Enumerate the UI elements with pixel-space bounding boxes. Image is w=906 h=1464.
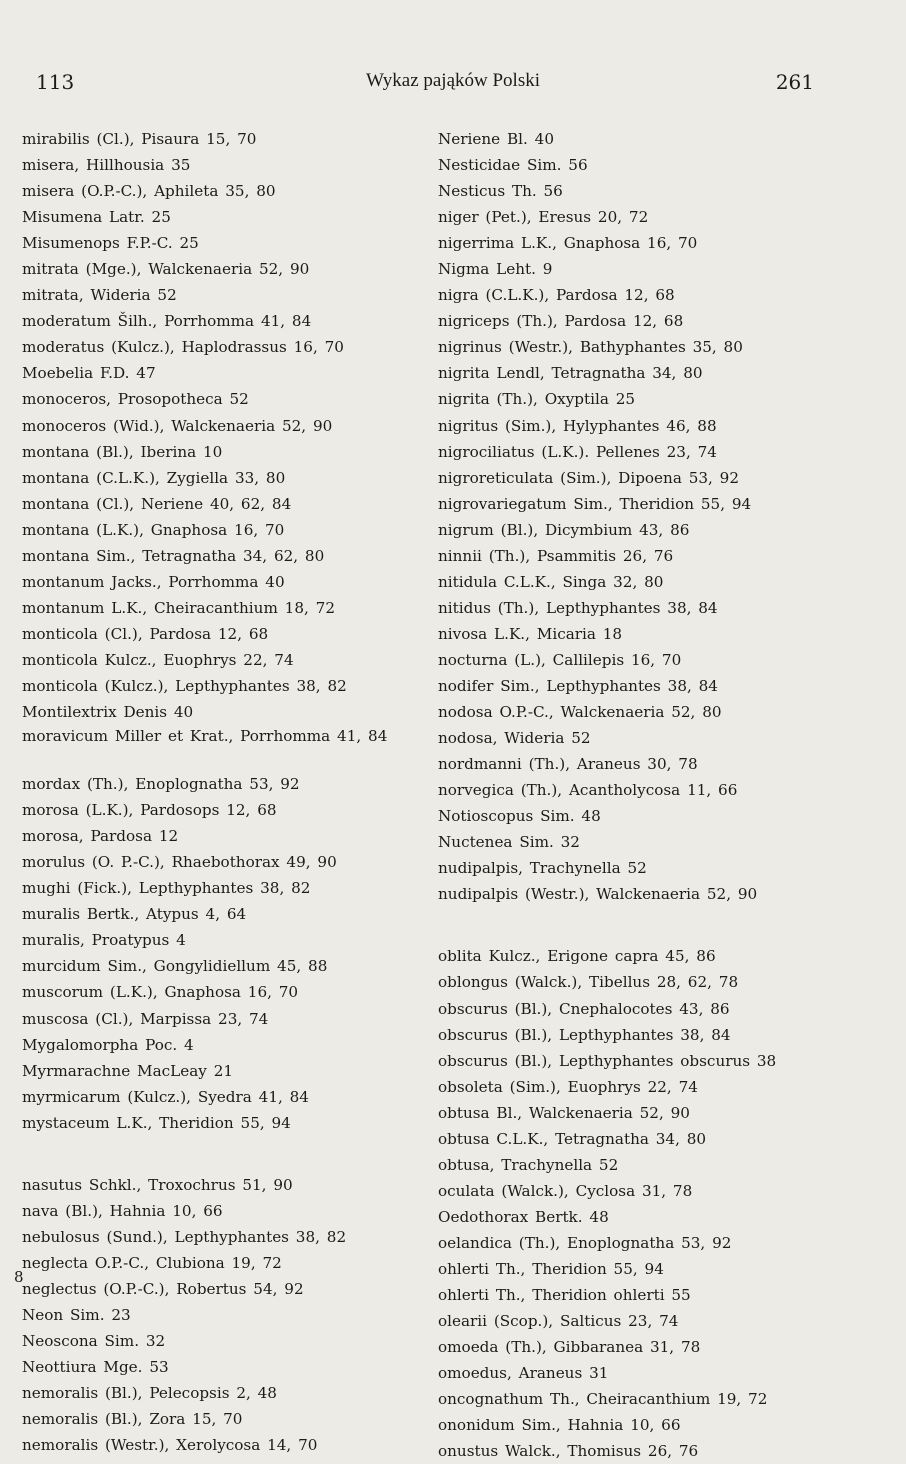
index-entry-text: nigerrima L.K., Gnaphosa 16, 70 [438,234,698,253]
index-entry [22,1172,394,1198]
index-entry [438,1334,818,1360]
index-entry-text: ohlerti Th., Theridion 55, 94 [438,1259,664,1278]
index-entry-text: monticola Kulcz., Euophrys 22, 74 [22,650,294,669]
index-entry [22,771,394,797]
index-entry [438,829,818,855]
index-entry-text: nigrita Lendl, Tetragnatha 34, 80 [438,364,703,383]
index-entry-text: ninnii (Th.), Psammitis 26, 76 [438,546,674,565]
index-entry-text: Misumena Latr. 25 [22,208,171,227]
index-entry-text: morosa (L.K.), Pardosops 12, 68 [22,801,277,820]
index-entry-text: nigrum (Bl.), Dicymbium 43, 86 [438,520,690,539]
right-page-number: 261 [775,70,814,94]
index-entry-text: nodosa O.P.-C., Walckenaeria 52, 80 [438,703,722,722]
index-entry-text: Nesticus Th. 56 [438,182,563,201]
index-entry [22,256,394,282]
index-entry-text: obtusa, Trachynella 52 [438,1155,619,1174]
index-entry-text: neglecta O.P.-C., Clubiona 19, 72 [22,1253,282,1272]
running-title: Wykaz pająków Polski [365,70,541,91]
index-entry-text: omoeda (Th.), Gibbaranea 31, 78 [438,1338,701,1357]
index-entry [22,621,394,647]
index-entry [438,543,818,569]
index-entry-text: moravicum Miller et Krat., Porrhomma 41, 84 [22,727,388,746]
index-entry [22,673,394,699]
index-entry [438,491,818,517]
index-entry [22,1354,394,1380]
index-entry [22,1380,394,1406]
index-entry-text: nudipalpis, Trachynella 52 [438,859,647,878]
index-entry-text: monticola (Cl.), Pardosa 12, 68 [22,624,269,643]
index-entry-text: Neriene Bl. 40 [438,130,554,148]
index-entry [438,230,818,256]
index-entry-text: murcidum Sim., Gongylidiellum 45, 88 [22,957,328,976]
index-entry [438,1178,818,1204]
index-entry [22,901,394,927]
index-entry [438,178,818,204]
index-entry-text: nigrinus (Westr.), Bathyphantes 35, 80 [438,338,743,357]
index-entry [22,152,394,178]
index-entry-text: monoceros (Wid.), Walckenaeria 52, 90 [22,416,333,435]
index-entry [22,875,394,901]
index-entry [438,126,818,152]
index-entry-text: Montilextrix Denis 40 [22,703,194,722]
signature-mark: 8 [14,1268,24,1286]
index-entry [22,1224,394,1250]
index-entry [22,979,394,1005]
index-entry-text: Mygalomorpha Poc. 4 [22,1035,194,1054]
index-entry-text: montana Sim., Tetragnatha 34, 62, 80 [22,546,325,565]
index-entry [22,282,394,308]
index-entry [438,517,818,543]
index-entry-text: norvegica (Th.), Acantholycosa 11, 66 [438,781,738,800]
index-entry-text: nitidus (Th.), Lepthyphantes 38, 84 [438,598,718,617]
index-entry-text: oelandica (Th.), Enoplognatha 53, 92 [438,1233,732,1252]
index-entry [438,777,818,803]
index-entry-text: nudipalpis (Westr.), Walckenaeria 52, 90 [438,885,758,904]
index-entry-text: nordmanni (Th.), Araneus 30, 78 [438,755,698,774]
index-entry [438,647,818,673]
index-entry-text: mystaceum L.K., Theridion 55, 94 [22,1113,291,1132]
index-entry [22,1328,394,1354]
index-entry-text: muralis Bertk., Atypus 4, 64 [22,905,247,924]
index-entry [438,943,818,969]
index-entry-text: Moebelia F.D. 47 [22,364,156,383]
index-entry-text: nigrociliatus (L.K.). Pellenes 23, 74 [438,442,717,461]
index-entry [22,1276,394,1302]
index-entry-text: nivosa L.K., Micaria 18 [438,624,623,643]
index-entry [22,517,394,543]
index-entry [22,543,394,569]
index-entry [22,1006,394,1032]
index-entry [22,204,394,230]
index-entry-text: monoceros, Prosopotheca 52 [22,390,249,409]
index-entry-text: nebulosus (Sund.), Lepthyphantes 38, 82 [22,1227,347,1246]
index-entry-text: mughi (Fick.), Lepthyphantes 38, 82 [22,879,311,898]
index-entry [438,1126,818,1152]
index-entry-text: muscorum (L.K.), Gnaphosa 16, 70 [22,983,299,1002]
index-entry-text: Misumenops F.P.-C. 25 [22,234,199,253]
index-entry-text: oblita Kulcz., Erigone capra 45, 86 [438,947,716,966]
index-entry [22,1110,394,1136]
index-entry [22,439,394,465]
index-entry-text: ononidum Sim., Hahnia 10, 66 [438,1416,681,1435]
index-entry [438,1256,818,1282]
index-entry [22,647,394,673]
index-entry-text: obtusa C.L.K., Tetragnatha 34, 80 [438,1129,707,1148]
index-entry-text: moderatum Šilh., Porrhomma 41, 84 [22,312,312,331]
index-entry [438,204,818,230]
index-entry [438,1412,818,1438]
index-entry [22,230,394,256]
index-entry-text: misera, Hillhousia 35 [22,156,191,175]
index-entry-text: montana (L.K.), Gnaphosa 16, 70 [22,520,285,539]
index-entry [438,725,818,751]
index-entry [22,595,394,621]
index-entry [438,152,818,178]
index-entry [22,413,394,439]
index-entry [22,1302,394,1328]
index-entry [438,1022,818,1048]
index-entry-text: nava (Bl.), Hahnia 10, 66 [22,1201,223,1220]
right-index-column [438,126,818,1464]
section-gap [22,1136,394,1172]
index-entry [438,1230,818,1256]
index-entry-text: obscurus (Bl.), Lepthyphantes obscurus 38 [438,1051,777,1070]
index-entry [438,1074,818,1100]
index-entry-text: myrmicarum (Kulcz.), Syedra 41, 84 [22,1087,309,1106]
index-entry [22,849,394,875]
index-entry [22,334,394,360]
index-entry [22,465,394,491]
index-entry-text: montanum L.K., Cheiracanthium 18, 72 [22,598,335,617]
index-entry-text: nigrovariegatum Sim., Theridion 55, 94 [438,494,752,513]
index-entry-text: obscurus (Bl.), Lepthyphantes 38, 84 [438,1025,731,1044]
index-entry-text: morulus (O. P.-C.), Rhaebothorax 49, 90 [22,853,337,872]
index-entry-text: obscurus (Bl.), Cnephalocotes 43, 86 [438,999,730,1018]
index-entry-text: oblongus (Walck.), Tibellus 28, 62, 78 [438,973,739,992]
index-entry [22,386,394,412]
index-entry [22,953,394,979]
index-entry-text: nocturna (L.), Callilepis 16, 70 [438,650,682,669]
index-entry-text: nigrita (Th.), Oxyptila 25 [438,390,636,409]
index-entry-text: Nigma Leht. 9 [438,260,553,279]
index-entry-text: oncognathum Th., Cheiracanthium 19, 72 [438,1390,768,1409]
section-gap [438,907,818,943]
index-entry-text: nasutus Schkl., Troxochrus 51, 90 [22,1175,293,1194]
index-entry [438,1152,818,1178]
index-entry-text: mitrata, Wideria 52 [22,286,177,305]
index-entry [22,491,394,517]
index-entry-text: Myrmarachne MacLeay 21 [22,1061,234,1080]
index-entry-text: nitidula C.L.K., Singa 32, 80 [438,572,664,591]
index-entry-text: Neon Sim. 23 [22,1305,131,1324]
index-entry-text: Notioscopus Sim. 48 [438,807,601,826]
index-entry [438,673,818,699]
index-entry-text: morosa, Pardosa 12 [22,827,179,846]
left-page-number: 113 [36,70,75,94]
index-entry-text: montana (Bl.), Iberina 10 [22,442,223,461]
index-entry-text: nigra (C.L.K.), Pardosa 12, 68 [438,286,675,305]
index-entry [438,1100,818,1126]
index-entry [22,823,394,849]
index-entry [22,1084,394,1110]
index-entry [22,927,394,953]
index-entry [438,334,818,360]
index-entry-text: Nesticidae Sim. 56 [438,156,588,175]
index-entry [438,621,818,647]
index-entry-text: Oedothorax Bertk. 48 [438,1207,609,1226]
index-entry-text: nemoralis (Bl.), Pelecopsis 2, 48 [22,1384,277,1403]
index-entry [438,1048,818,1074]
index-entry [438,1308,818,1334]
index-entry [438,465,818,491]
index-entry-text: montanum Jacks., Porrhomma 40 [22,572,285,591]
index-entry [438,569,818,595]
index-entry [22,1058,394,1084]
index-entry [438,996,818,1022]
index-entry-text: monticola (Kulcz.), Lepthyphantes 38, 82 [22,676,347,695]
index-entry-text: obtusa Bl., Walckenaeria 52, 90 [438,1103,690,1122]
index-entry-text: mitrata (Mge.), Walckenaeria 52, 90 [22,260,310,279]
index-entry [22,699,394,725]
index-entry-text: obsoleta (Sim.), Euophrys 22, 74 [438,1077,698,1096]
index-entry [438,386,818,412]
index-entry [22,1406,394,1432]
index-entry [438,751,818,777]
index-entry-text: Neoscona Sim. 32 [22,1332,166,1351]
index-entry-text: neglectus (O.P.-C.), Robertus 54, 92 [22,1279,304,1298]
index-entry-text: onustus Walck., Thomisus 26, 76 [438,1442,699,1461]
index-entry [22,569,394,595]
index-entry [438,282,818,308]
index-entry [22,308,394,334]
index-entry-text: montana (Cl.), Neriene 40, 62, 84 [22,494,292,513]
index-entry [22,1032,394,1058]
index-entry [22,178,394,204]
index-entry [22,1432,394,1458]
index-entry [438,308,818,334]
index-entry [438,969,818,995]
index-entry [438,1360,818,1386]
index-entry-text: ohlerti Th., Theridion ohlerti 55 [438,1286,691,1305]
index-entry [438,1438,818,1464]
index-entry-text: mordax (Th.), Enoplognatha 53, 92 [22,775,300,794]
index-entry-text: muscosa (Cl.), Marpissa 23, 74 [22,1009,269,1028]
index-entry [22,1250,394,1276]
index-entry [22,725,394,771]
index-entry [438,881,818,907]
index-entry [22,797,394,823]
index-entry [438,1282,818,1308]
index-entry [438,595,818,621]
index-entry [438,803,818,829]
index-entry [438,1386,818,1412]
index-entry-text: Neottiura Mge. 53 [22,1358,169,1377]
index-entry-text: nemoralis (Westr.), Xerolycosa 14, 70 [22,1436,318,1455]
index-entry-text: montana (C.L.K.), Zygiella 33, 80 [22,468,286,487]
left-index-column [22,126,394,1458]
index-entry [22,126,394,152]
index-entry [438,855,818,881]
index-entry-text: nigriceps (Th.), Pardosa 12, 68 [438,312,684,331]
index-entry-text: moderatus (Kulcz.), Haplodrassus 16, 70 [22,338,344,357]
index-entry-text: oculata (Walck.), Cyclosa 31, 78 [438,1181,693,1200]
index-entry-text: nigritus (Sim.), Hylyphantes 46, 88 [438,416,717,435]
index-entry [438,360,818,386]
index-entry-text: nodosa, Wideria 52 [438,729,591,748]
index-entry-text: muralis, Proatypus 4 [22,931,186,950]
index-entry [22,360,394,386]
index-entry-text: olearii (Scop.), Salticus 23, 74 [438,1312,679,1331]
index-entry [438,256,818,282]
index-entry-text: nodifer Sim., Lepthyphantes 38, 84 [438,676,718,695]
index-entry-text: nemoralis (Bl.), Zora 15, 70 [22,1410,243,1429]
index-entry-text: Nuctenea Sim. 32 [438,833,580,852]
index-entry-text: mirabilis (Cl.), Pisaura 15, 70 [22,130,257,148]
index-entry-text: nigroreticulata (Sim.), Dipoena 53, 92 [438,468,740,487]
index-entry [438,1204,818,1230]
index-entry-text: niger (Pet.), Eresus 20, 72 [438,208,649,227]
index-entry [438,439,818,465]
index-entry [438,699,818,725]
index-entry-text: misera (O.P.-C.), Aphileta 35, 80 [22,182,276,201]
index-entry [438,413,818,439]
index-entry-text: omoedus, Araneus 31 [438,1364,609,1383]
index-entry [22,1198,394,1224]
